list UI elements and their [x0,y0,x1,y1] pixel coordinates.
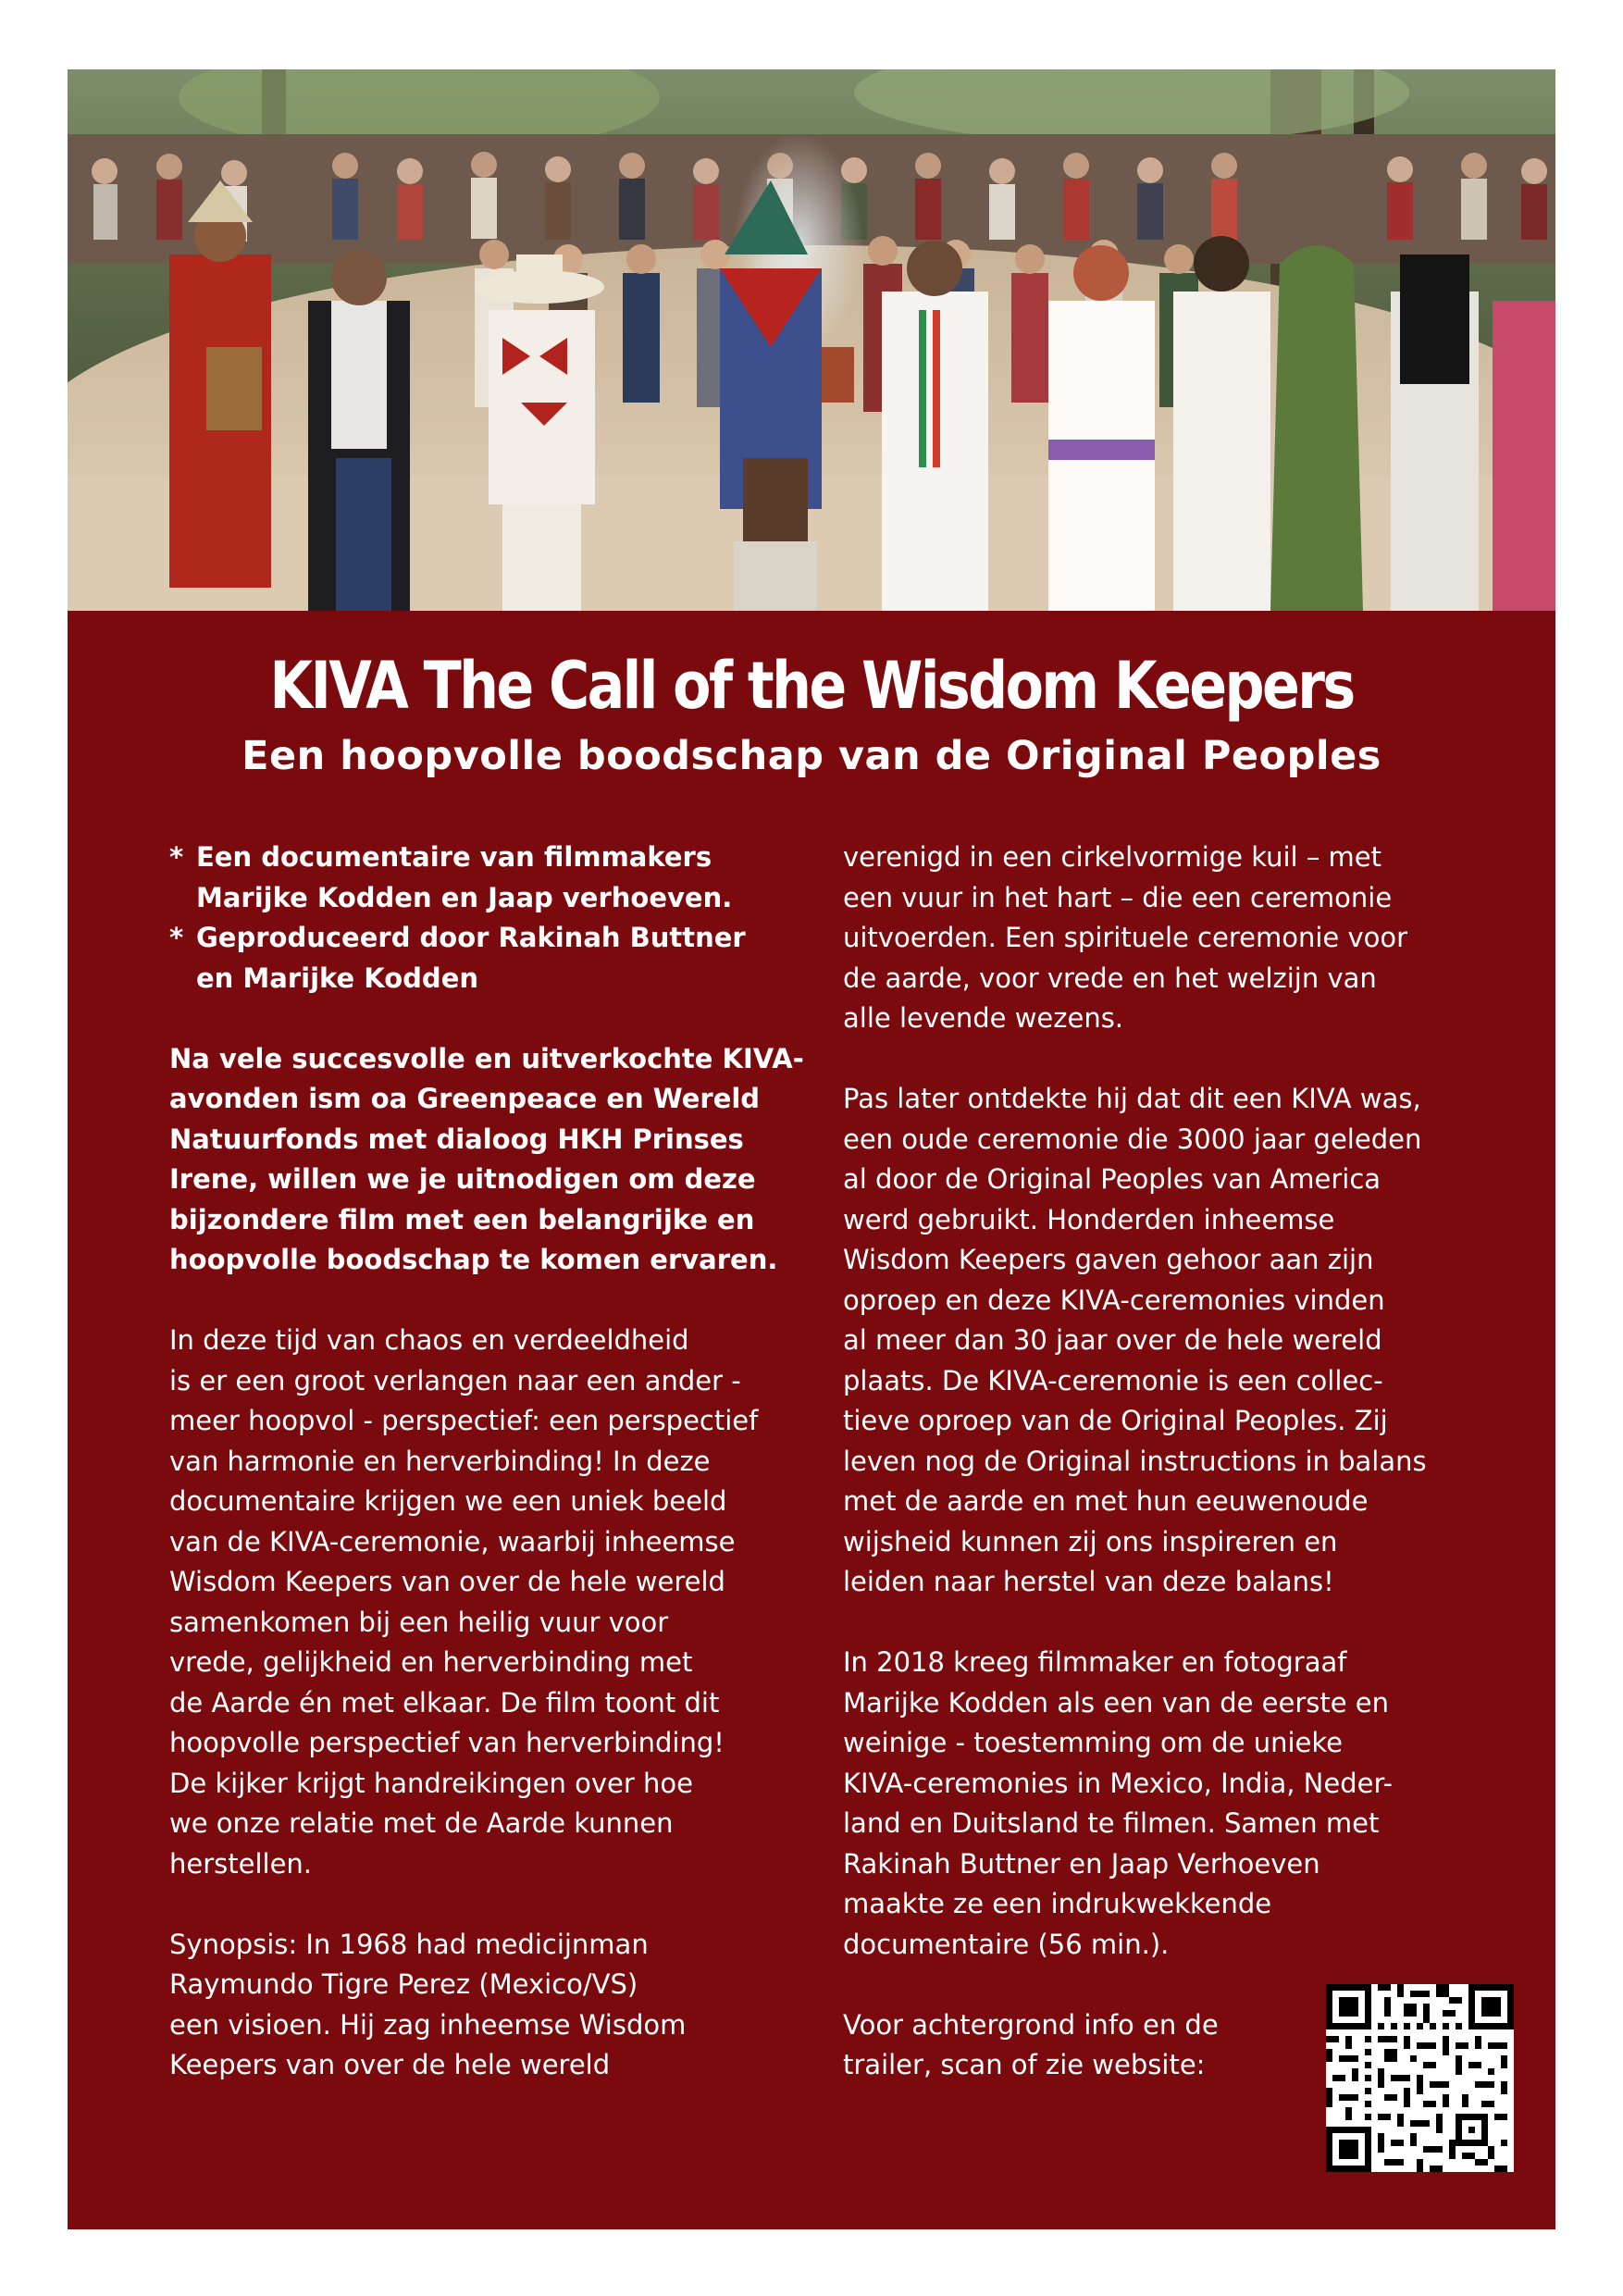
credit-item [169,918,808,999]
ceremony-photo-icon [68,69,1555,611]
qr-code-icon [1326,1984,1514,2172]
body-paragraph-2: Pas later ontdekte hij dat dit een KIVA was, een oude ceremonie die 3000 jaar geleden al door de Original Peoples van America werd gebruikt. Honderden inheemse Wisdom Keepers gaven gehoor aan zijn oproep en deze KIVA-ceremonies vinden al meer dan 30 jaar over de hele wereld plaats. De KIVA-ceremonie is een collec- tieve oproep van de Original Peoples. Zij leven nog de Original instructions in balans met de aarde en met hun eeuwenoude wijsheid kunnen zij ons inspireren en leiden naar herstel van deze balans! [843,1083,1427,1597]
left-column [169,838,808,2086]
credit-item [169,838,808,918]
credit-bullet: * [169,922,184,953]
synopsis-paragraph: Synopsis: In 1968 had medicijnman Raymundo Tigre Perez (Mexico/VS) een visioen. Hij zag inheemse Wisdom Keepers van over de hele wereld [169,1928,687,2080]
ceremony-photo [68,69,1555,611]
credits-list [169,838,808,999]
synopsis-continued: verenigd in een cirkelvormige kuil – met een vuur in het hart – die een ceremonie uitvoerden. Een spirituele ceremonie voor de aarde, voor vrede en het welzijn van alle levende wezens. [843,841,1408,1034]
website-prompt: Voor achtergrond info en de trailer, scan of zie website: [843,2008,1219,2080]
qr-code[interactable] [1326,1984,1514,2172]
intro-paragraph: Na vele succesvolle en uitverkochte KIVA- avonden ism oa Greenpeace en Wereld Natuurfonds met dialoog HKH Prinses Irene, willen we je uitnodigen om deze bijzondere film met een belangrijke en hoopvolle boodschap te komen ervaren. [169,1042,804,1275]
credit-bullet: * [169,841,184,873]
credit-text: Een documentaire van filmmakers Marijke Kodden en Jaap verhoeven. [196,841,733,913]
body-paragraph-3: In 2018 kreeg filmmaker en fotograaf Marijke Kodden als een van de eerste en weinige - toestemming om de unieke KIVA-ceremonies in Mexico, India, Neder- land en Duitsland te filmen. Samen met Rakinah Buttner en Jaap Verhoeven maakte ze een indrukwekkende documentaire (56 min.). [843,1646,1394,1960]
page-subtitle: Een hoopvolle boodschap van de Original Peoples [242,733,1381,779]
right-column [843,838,1518,2086]
body-paragraph-1: In deze tijd van chaos en verdeeldheid is er een groot verlangen naar een ander - meer hoopvol - perspectief: een perspectief van harmonie en herverbinding! In deze documentaire krijgen we een uniek beeld van de KIVA-ceremonie, waarbij inheemse Wisdom Keepers van over de hele wereld samenkomen bij een heilig vuur voor vrede, gelijkheid en herverbinding met de Aarde én met elkaar. De film toont dit hoopvolle perspectief van herverbinding! De kijker krijgt handreikingen over hoe we onze relatie met de Aarde kunnen herstellen. [169,1324,759,1880]
page-title: KIVA The Call of the Wisdom Keepers [269,648,1354,724]
credit-text: Geproduceerd door Rakinah Buttner en Marijke Kodden [196,922,746,994]
